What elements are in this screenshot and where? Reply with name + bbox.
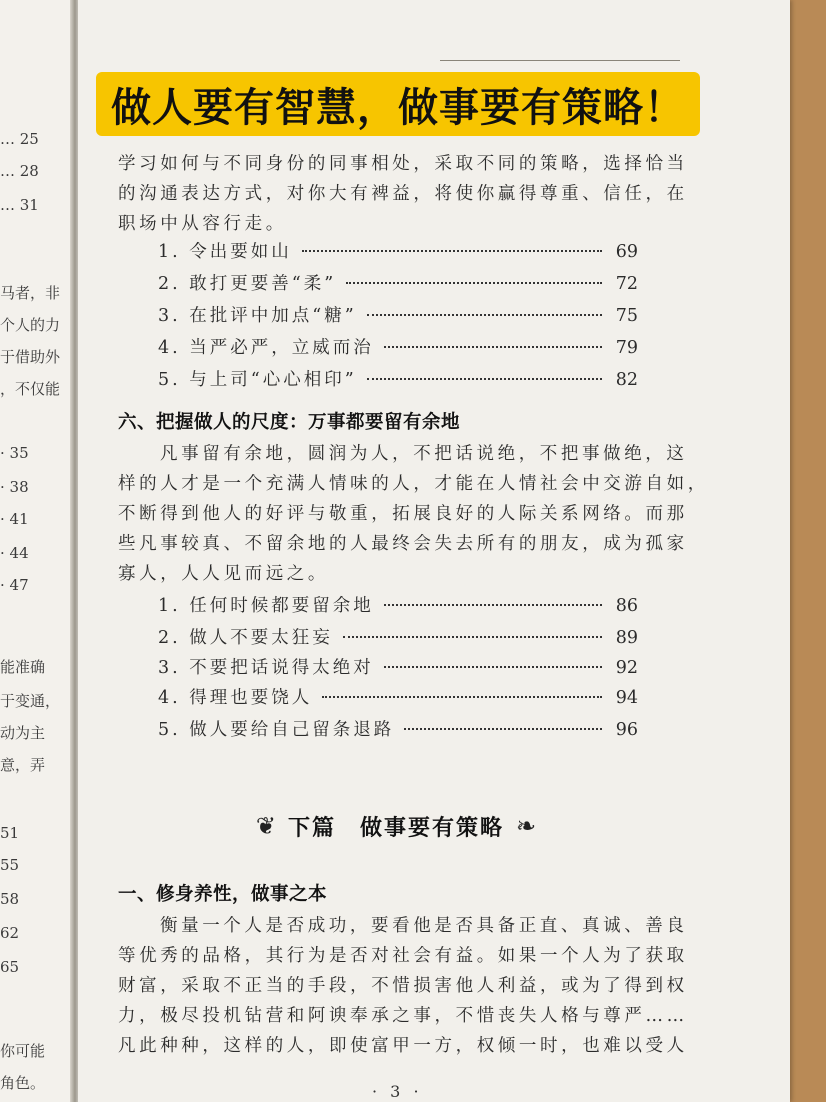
toc-label: 2. 做人不要太狂妄 <box>158 628 333 648</box>
toc-page: 86 <box>615 596 638 616</box>
left-fragment: 你可能 <box>0 1042 46 1060</box>
body-line: 不断得到他人的好评与敬重，拓展良好的人际关系网络。而那 <box>118 504 688 524</box>
left-fragment: · 44 <box>0 544 29 562</box>
toc-label: 1. 任何时候都要留余地 <box>158 596 374 616</box>
left-fragment: 65 <box>0 958 20 976</box>
body-line: 等优秀的品格，其行为是否对社会有益。如果一个人为了获取 <box>118 946 688 966</box>
toc-entry <box>158 654 638 680</box>
toc-label: 1. 令出要如山 <box>158 242 292 262</box>
toc-page: 94 <box>615 688 638 708</box>
toc-label: 5. 做人要给自己留条退路 <box>158 720 395 740</box>
toc-entry <box>158 334 638 360</box>
page-number: · 3 · <box>372 1082 423 1101</box>
toc-leader <box>322 696 602 698</box>
header-rule <box>440 60 680 61</box>
toc-page: 75 <box>615 306 638 326</box>
left-fragment: 马者，非 <box>0 284 61 302</box>
body-line: 样的人才是一个充满人情味的人，才能在人情社会中交游自如， <box>118 474 709 494</box>
toc-entry <box>158 684 638 710</box>
toc-leader <box>346 282 602 284</box>
toc-leader <box>367 378 602 380</box>
toc-leader <box>404 728 602 730</box>
section-heading: 六、把握做人的尺度：万事都要留有余地 <box>118 412 461 433</box>
toc-page: 92 <box>615 658 638 678</box>
left-fragment: 62 <box>0 924 20 942</box>
section-heading: 一、修身养性，做事之本 <box>118 884 328 905</box>
left-fragment: … 28 <box>0 162 39 180</box>
left-fragment: · 47 <box>0 576 29 594</box>
intro-line: 学习如何与不同身份的同事相处，采取不同的策略，选择恰当 <box>118 154 688 174</box>
toc-leader <box>302 250 602 252</box>
toc-entry <box>158 592 638 618</box>
body-line: 凡事留有余地，圆润为人，不把话说绝，不把事做绝，这 <box>160 444 688 464</box>
toc-leader <box>384 346 602 348</box>
toc-leader <box>384 604 602 606</box>
toc-page: 82 <box>615 370 638 390</box>
body-line: 些凡事较真、不留余地的人最终会失去所有的朋友，成为孤家 <box>118 534 688 554</box>
left-fragment: … 25 <box>0 130 39 148</box>
left-fragment: 能准确 <box>0 658 46 676</box>
toc-page: 79 <box>615 338 638 358</box>
part-title-text: 下篇 做事要有策略 <box>287 815 504 841</box>
left-page <box>0 0 74 1102</box>
left-fragment: ，不仅能 <box>0 380 61 398</box>
left-fragment: 动为主 <box>0 724 46 742</box>
toc-label: 2. 敢打更要善“柔” <box>158 274 337 294</box>
toc-entry <box>158 716 638 742</box>
toc-entry <box>158 270 638 296</box>
toc-leader <box>384 666 602 668</box>
intro-line: 职场中从容行走。 <box>118 214 287 234</box>
toc-page: 96 <box>615 720 638 740</box>
body-line: 凡此种种，这样的人，即使富甲一方，权倾一时，也难以受人 <box>118 1036 688 1056</box>
part-title <box>228 806 564 846</box>
ornament-right-icon: ❧ <box>516 812 537 840</box>
toc-label: 3. 在批评中加点“糖” <box>158 306 357 326</box>
toc-entry <box>158 366 638 392</box>
toc-entry <box>158 238 638 264</box>
left-fragment: · 38 <box>0 478 29 496</box>
ornament-left-icon: ❦ <box>255 812 276 840</box>
toc-page: 69 <box>615 242 638 262</box>
left-fragment: 55 <box>0 856 20 874</box>
title-banner <box>96 72 700 136</box>
toc-page: 72 <box>615 274 638 294</box>
body-line: 力，极尽投机钻营和阿谀奉承之事，不惜丧失人格与尊严…… <box>118 1006 688 1026</box>
left-fragment: 意，弄 <box>0 756 46 774</box>
left-fragment: 51 <box>0 824 20 842</box>
banner-text: 做人要有智慧，做事要有策略！ <box>111 84 685 131</box>
toc-label: 3. 不要把话说得太绝对 <box>158 658 374 678</box>
toc-label: 5. 与上司“心心相印” <box>158 370 357 390</box>
left-fragment: 于变通， <box>0 692 61 710</box>
toc-label: 4. 得理也要饶人 <box>158 688 313 708</box>
toc-entry <box>158 302 638 328</box>
intro-line: 的沟通表达方式，对你大有裨益，将使你赢得尊重、信任，在 <box>118 184 688 204</box>
body-line: 寡人，人人见而远之。 <box>118 564 329 584</box>
left-fragment: 58 <box>0 890 20 908</box>
body-line: 衡量一个人是否成功，要看他是否具备正直、真诚、善良 <box>160 916 688 936</box>
left-fragment: · 35 <box>0 444 29 462</box>
toc-entry <box>158 624 638 650</box>
body-line: 财富，采取不正当的手段，不惜损害他人利益，或为了得到权 <box>118 976 688 996</box>
toc-page: 89 <box>615 628 638 648</box>
left-fragment: 角色。 <box>0 1074 46 1092</box>
left-fragment: 于借助外 <box>0 348 61 366</box>
toc-leader <box>343 636 602 638</box>
toc-leader <box>367 314 602 316</box>
left-fragment: 个人的力 <box>0 316 61 334</box>
left-fragment: … 31 <box>0 196 39 214</box>
left-fragment: · 41 <box>0 510 29 528</box>
toc-label: 4. 当严必严，立威而治 <box>158 338 374 358</box>
